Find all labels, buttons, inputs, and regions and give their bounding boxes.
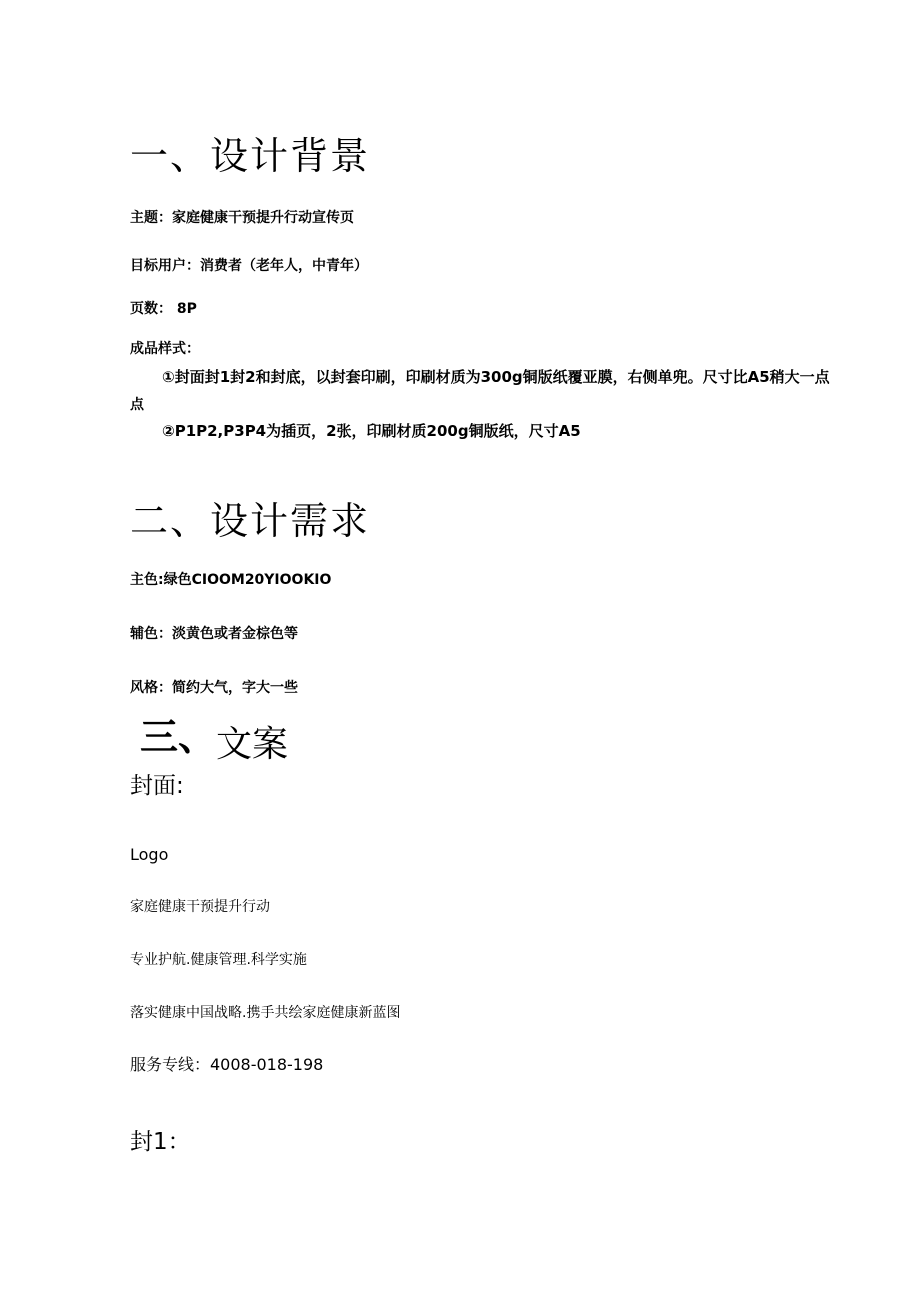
cover-line-slogan: 专业护航.健康管理.科学实施 bbox=[130, 952, 307, 968]
style-line: 风格：简约大气，字大一些 bbox=[130, 680, 298, 696]
style-item-1-wrap: 点 bbox=[130, 397, 144, 413]
aux-color-line: 辅色：淡黄色或者金棕色等 bbox=[130, 626, 298, 642]
cover-line-logo: Logo bbox=[130, 845, 169, 864]
section-heading-design-requirements: 二、设计需求 bbox=[130, 499, 371, 543]
pages-line: 页数： 8P bbox=[130, 301, 197, 317]
theme-line: 主题：家庭健康干预提升行动宣传页 bbox=[130, 210, 354, 226]
section-heading-design-background: 一、设计背景 bbox=[130, 134, 371, 178]
style-item-1: ①封面封1封2和封底，以封套印刷，印刷材质为300g铜版纸覆亚膜，右侧单兜。尺寸比A5稍大一点 bbox=[162, 368, 830, 386]
cover-line-hotline: 服务专线：4008-018-198 bbox=[130, 1055, 324, 1074]
section-heading-text: 文案 bbox=[216, 724, 289, 765]
style-item-2: ②P1P2,P3P4为插页，2张，印刷材质200g铜版纸，尺寸A5 bbox=[162, 422, 581, 440]
cover1-label: 封1： bbox=[130, 1129, 191, 1155]
section-heading-copywriting bbox=[140, 715, 289, 765]
target-users-line: 目标用户：消费者（老年人，中青年） bbox=[130, 258, 368, 274]
main-color-line: 主色:绿色CIOOM20YIOOKIO bbox=[130, 572, 332, 588]
cover-label: 封面: bbox=[130, 773, 184, 799]
cover-line-strategy: 落实健康中国战略.携手共绘家庭健康新蓝图 bbox=[130, 1005, 401, 1021]
product-style-label: 成品样式： bbox=[130, 341, 200, 357]
cover-line-title: 家庭健康干预提升行动 bbox=[130, 899, 270, 915]
section-heading-number: 三、 bbox=[140, 715, 217, 759]
